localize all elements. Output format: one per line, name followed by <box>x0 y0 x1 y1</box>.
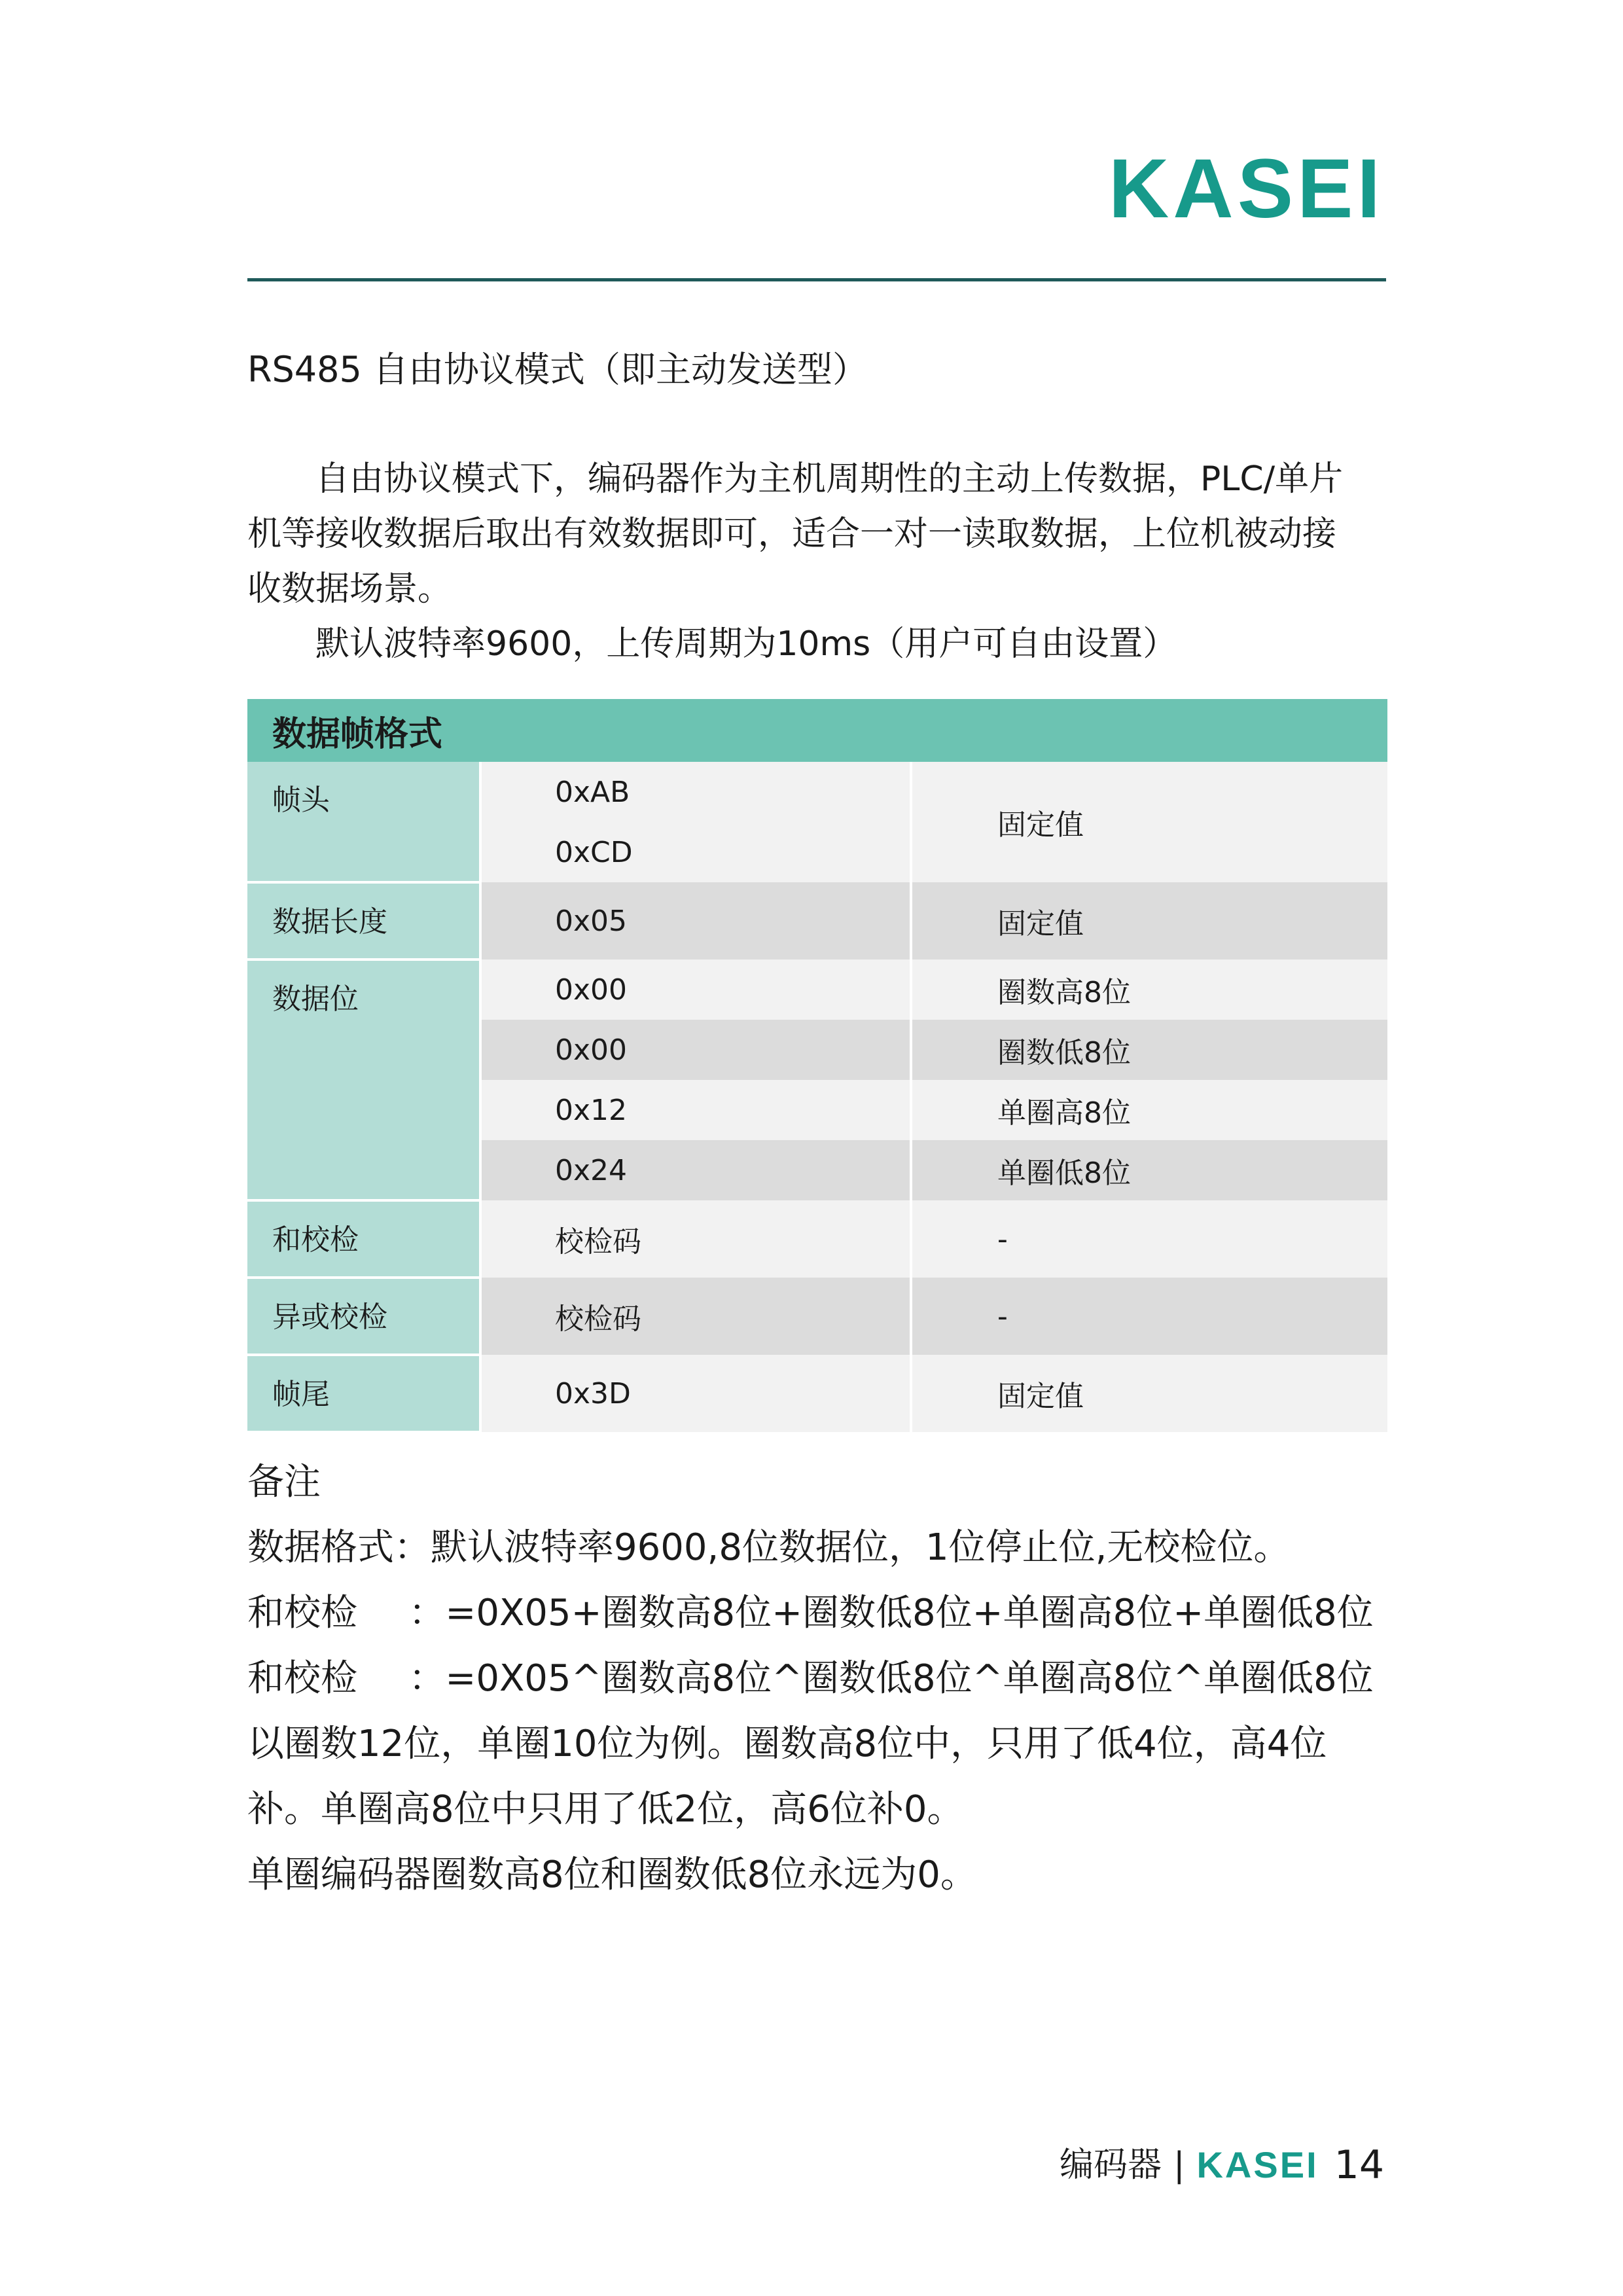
table-row <box>247 1200 1387 1278</box>
cell-value: 0x3D <box>480 1355 911 1432</box>
row-label-frame-header: 帧头 <box>247 762 480 882</box>
notes-example-line-1: 以圈数12位，单圈10位为例。圈数高8位中，只用了低4位，高4位 <box>247 1723 1327 1765</box>
cell-value: 0x05 <box>480 882 911 960</box>
intro-baud-paragraph: 默认波特率9600，上传周期为10ms（用户可自由设置） <box>315 624 1177 664</box>
intro-text <box>247 452 1389 672</box>
intro-paragraph-line-2: 机等接收数据后取出有效数据即可，适合一对一读取数据，上位机被动接 <box>247 514 1337 554</box>
section-title: RS485 自由协议模式（即主动发送型） <box>247 349 868 390</box>
cell-value: 校检码 <box>480 1278 911 1355</box>
cell-desc: - <box>911 1278 1387 1355</box>
notes-sum-check <box>247 1581 1399 1646</box>
cell-desc: - <box>911 1200 1387 1278</box>
table-row <box>247 882 1387 960</box>
cell-desc: 单圈低8位 <box>911 1140 1387 1200</box>
row-label-data-length: 数据长度 <box>247 882 480 960</box>
notes-xor-label: 和校检 <box>247 1657 357 1700</box>
notes-sum-label: 和校检 <box>247 1592 357 1634</box>
kasei-logo: KASEI <box>1108 142 1384 236</box>
notes-example-line-2: 补。单圈高8位中只用了低2位，高6位补0。 <box>247 1788 964 1831</box>
footer-separator: | <box>1173 2145 1185 2185</box>
notes-xor-check <box>247 1646 1399 1712</box>
cell-value: 0x12 <box>480 1080 911 1140</box>
cell-desc: 圈数低8位 <box>911 1020 1387 1080</box>
page-footer <box>1060 2139 1384 2191</box>
cell-desc: 固定值 <box>911 1355 1387 1432</box>
table-row <box>247 960 1387 1020</box>
intro-paragraph-line-1: 自由协议模式下，编码器作为主机周期性的主动上传数据，PLC/单片 <box>315 459 1344 499</box>
notes-data-format: 数据格式：默认波特率9600,8位数据位，1位停止位,无校检位。 <box>247 1526 1291 1569</box>
notes-single-turn: 单圈编码器圈数高8位和圈数低8位永远为0。 <box>247 1854 977 1896</box>
footer-product: 编码器 <box>1059 2145 1162 2185</box>
cell-value: 0x00 <box>480 1020 911 1080</box>
table-row <box>247 1355 1387 1432</box>
row-label-frame-tail: 帧尾 <box>247 1355 480 1432</box>
row-label-data-bits: 数据位 <box>247 960 480 1200</box>
cell-value: 0x00 <box>480 960 911 1020</box>
cell-desc: 固定值 <box>911 882 1387 960</box>
cell-value: 0xCD <box>480 822 911 882</box>
cell-value: 0xAB <box>480 762 911 822</box>
intro-paragraph-line-3: 收数据场景。 <box>247 569 452 609</box>
notes-sum-formula: ：=0X05+圈数高8位+圈数低8位+单圈高8位+单圈低8位 <box>408 1592 1374 1634</box>
cell-desc: 固定值 <box>911 762 1387 882</box>
row-label-sum-check: 和校检 <box>247 1200 480 1278</box>
cell-desc: 单圈高8位 <box>911 1080 1387 1140</box>
footer-kasei-logo: KASEI <box>1196 2144 1319 2185</box>
table-title: 数据帧格式 <box>247 699 1387 762</box>
page-number: 14 <box>1334 2142 1384 2188</box>
cell-desc: 圈数高8位 <box>911 960 1387 1020</box>
table-row <box>247 762 1387 822</box>
notes-xor-formula: ：=0X05^圈数高8位^圈数低8位^单圈高8位^单圈低8位 <box>408 1657 1374 1700</box>
header-divider <box>247 278 1386 281</box>
frame-format-table <box>247 699 1387 1433</box>
cell-value: 0x24 <box>480 1140 911 1200</box>
row-label-xor-check: 异或校检 <box>247 1278 480 1355</box>
notes-section <box>247 1450 1399 1908</box>
cell-value: 校检码 <box>480 1200 911 1278</box>
notes-title: 备注 <box>247 1461 321 1503</box>
table-row <box>247 1278 1387 1355</box>
